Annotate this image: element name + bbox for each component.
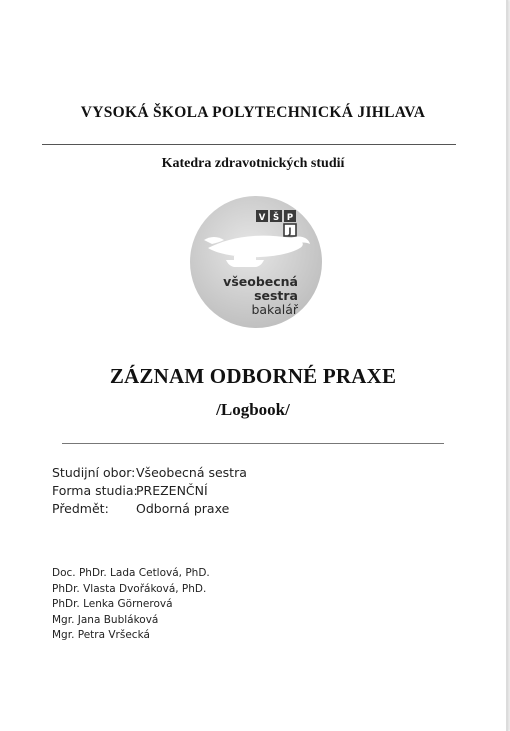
author-name: PhDr. Vlasta Dvořáková, PhD. xyxy=(52,582,207,595)
author-name: Mgr. Petra Vršecká xyxy=(52,629,150,641)
info-row-form xyxy=(52,482,247,500)
info-label: Předmět: xyxy=(52,501,109,516)
info-row-subject xyxy=(52,500,247,518)
header-divider xyxy=(42,144,456,145)
institution-name: VYSOKÁ ŠKOLA POLYTECHNICKÁ JIHLAVA xyxy=(80,104,426,121)
department-name: Katedra zdravotnických studií xyxy=(161,156,345,171)
title-divider xyxy=(62,443,444,444)
info-row-field xyxy=(52,464,247,482)
document-title: ZÁZNAM ODBORNÉ PRAXE xyxy=(109,364,397,388)
logo-letter: J xyxy=(288,227,292,237)
document-subtitle: /Logbook/ xyxy=(216,400,290,419)
author-name: PhDr. Lenka Görnerová xyxy=(52,598,173,610)
info-value: Odborná praxe xyxy=(136,501,230,516)
program-logo xyxy=(190,196,322,328)
logo-letter: Š xyxy=(272,213,280,223)
info-label: Studijní obor: xyxy=(52,465,136,480)
logo-text-line: všeobecná xyxy=(223,274,298,289)
logo-letter: V xyxy=(258,213,266,223)
logo-text-line: sestra xyxy=(254,288,298,303)
logo-text-line: bakalář xyxy=(251,302,298,317)
logo-letter: P xyxy=(286,213,294,223)
info-value: PREZENČNÍ xyxy=(136,483,208,498)
author-list xyxy=(52,566,210,644)
author-name: Doc. PhDr. Lada Cetlová, PhD. xyxy=(52,567,210,579)
info-value: Všeobecná sestra xyxy=(136,465,247,480)
info-label: Forma studia: xyxy=(52,483,138,498)
study-info xyxy=(52,464,247,518)
author-name: Mgr. Jana Bubláková xyxy=(52,613,159,626)
